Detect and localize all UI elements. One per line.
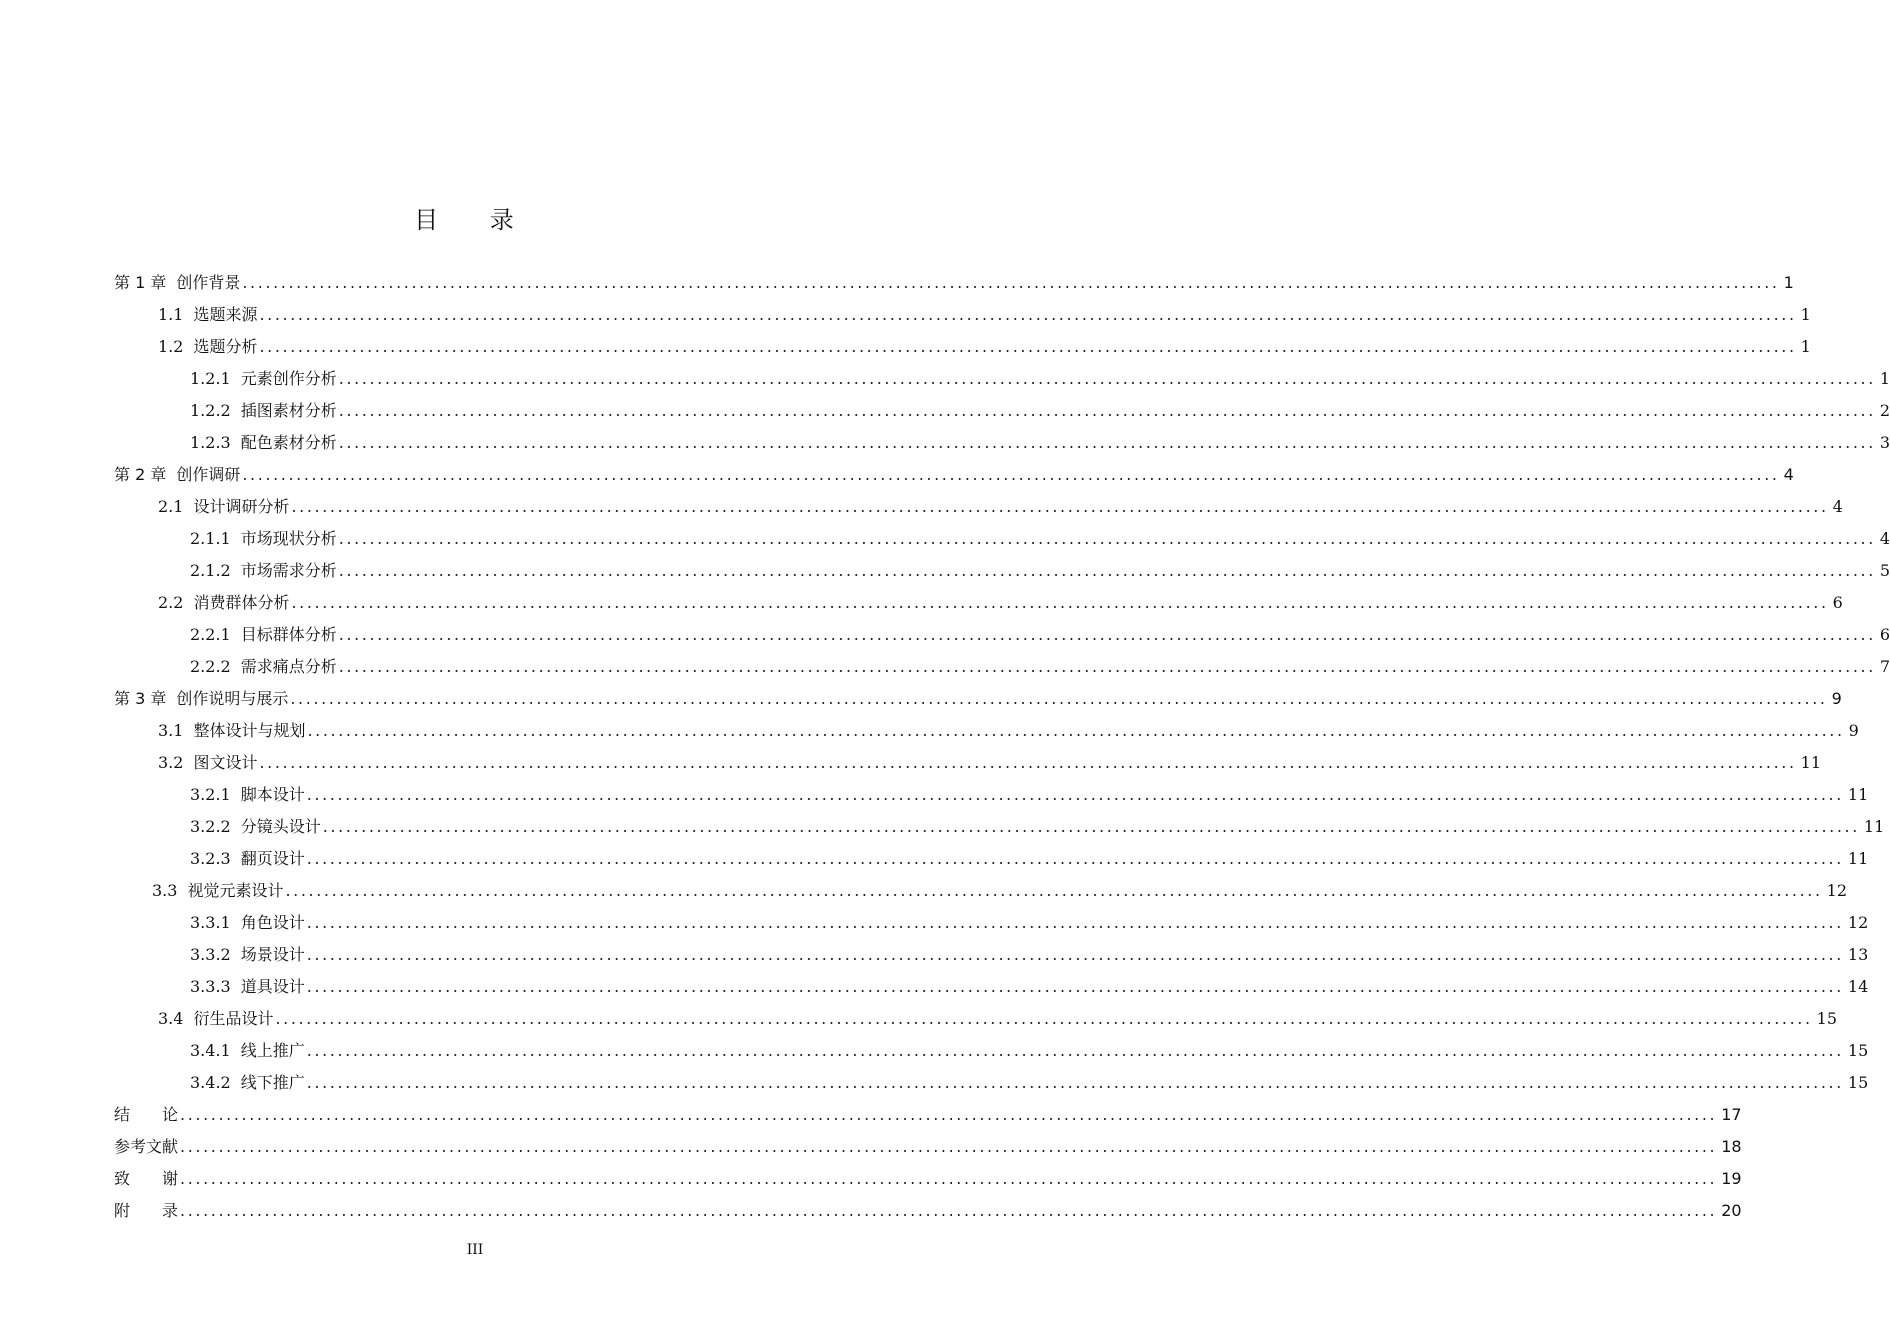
toc-entry-page: 5 <box>1879 561 1890 580</box>
toc-leader-dots: ........................................................................................................................................................................................................ <box>242 273 1780 292</box>
toc-entry-title: 选题分析 <box>193 337 258 356</box>
toc-entry[interactable] <box>114 491 1843 523</box>
toc-entry-title: 创作背景 <box>176 273 241 292</box>
toc-entry-page: 11 <box>1847 785 1869 804</box>
toc-entry-title: 附 录 <box>114 1201 179 1220</box>
toc-entry-number: 第 1 章 <box>114 273 167 292</box>
toc-leader-dots: ........................................................................................................................................................................................................ <box>306 1041 1844 1060</box>
toc-entry-page: 4 <box>1832 497 1843 516</box>
toc-entry[interactable] <box>114 1035 1869 1067</box>
toc-entry[interactable] <box>114 267 1794 299</box>
toc-entry-title: 结 论 <box>114 1105 179 1124</box>
toc-entry-page: 4 <box>1783 465 1794 484</box>
toc-entry-number: 1.2.1 <box>190 369 231 388</box>
toc-entry[interactable] <box>114 1163 1742 1195</box>
toc-entry-number: 1.2 <box>158 337 184 356</box>
toc-entry-title: 整体设计与规划 <box>193 721 306 740</box>
toc-entry[interactable] <box>114 523 1890 555</box>
toc-entry-page: 15 <box>1816 1009 1838 1028</box>
toc-entry[interactable] <box>114 299 1811 331</box>
toc-leader-dots: ........................................................................................................................................................................................................ <box>259 753 1797 772</box>
toc-entry-title: 选题来源 <box>193 305 258 324</box>
toc-entry-title: 参考文献 <box>114 1137 179 1156</box>
toc-entry-number: 2.1.2 <box>190 561 231 580</box>
toc-entry-page: 15 <box>1847 1073 1869 1092</box>
toc-entry-page: 17 <box>1721 1105 1742 1124</box>
toc-entry-title: 市场现状分析 <box>240 529 337 548</box>
toc-entry-number: 第 3 章 <box>114 689 167 708</box>
toc-entry-number: 3.3 <box>152 881 178 900</box>
toc-entry-title: 创作说明与展示 <box>176 689 289 708</box>
toc-leader-dots: ........................................................................................................................................................................................................ <box>322 817 1860 836</box>
toc-entry-page: 11 <box>1863 817 1885 836</box>
toc-entry-page: 18 <box>1721 1137 1742 1156</box>
toc-entry[interactable] <box>114 1067 1869 1099</box>
toc-entry[interactable] <box>114 683 1842 715</box>
toc-entry-title: 线下推广 <box>240 1073 305 1092</box>
toc-entry-number: 3.3.3 <box>190 977 231 996</box>
toc-entry-title: 线上推广 <box>240 1041 305 1060</box>
toc-entry-number: 3.1 <box>158 721 184 740</box>
page-number: III <box>466 1242 484 1258</box>
toc-entry[interactable] <box>114 395 1890 427</box>
table-of-contents <box>114 267 1890 1227</box>
toc-entry-number: 3.4.1 <box>190 1041 231 1060</box>
toc-entry-page: 1 <box>1783 273 1794 292</box>
toc-entry-number: 3.2.3 <box>190 849 231 868</box>
toc-leader-dots: ........................................................................................................................................................................................................ <box>180 1105 1718 1124</box>
toc-entry-page: 1 <box>1800 337 1811 356</box>
toc-entry-page: 4 <box>1879 529 1890 548</box>
toc-leader-dots: ........................................................................................................................................................................................................ <box>338 369 1876 388</box>
toc-entry-number: 2.1.1 <box>190 529 231 548</box>
toc-leader-dots: ........................................................................................................................................................................................................ <box>285 881 1823 900</box>
toc-entry[interactable] <box>114 779 1869 811</box>
toc-entry-number: 3.3.1 <box>190 913 231 932</box>
toc-entry[interactable] <box>114 619 1890 651</box>
toc-entry-title: 插图素材分析 <box>240 401 337 420</box>
toc-leader-dots: ........................................................................................................................................................................................................ <box>180 1169 1718 1188</box>
toc-entry-title: 致 谢 <box>114 1169 179 1188</box>
toc-entry[interactable] <box>114 1099 1742 1131</box>
toc-entry-page: 6 <box>1832 593 1843 612</box>
toc-entry[interactable] <box>114 363 1890 395</box>
toc-leader-dots: ........................................................................................................................................................................................................ <box>338 401 1876 420</box>
toc-entry-title: 视觉元素设计 <box>187 881 284 900</box>
toc-entry-number: 1.1 <box>158 305 184 324</box>
toc-entry-page: 7 <box>1879 657 1890 676</box>
toc-entry[interactable] <box>114 715 1859 747</box>
toc-entry[interactable] <box>114 427 1890 459</box>
toc-entry[interactable] <box>114 875 1848 907</box>
toc-entry-number: 2.2.2 <box>190 657 231 676</box>
toc-entry[interactable] <box>114 651 1890 683</box>
toc-entry-page: 20 <box>1721 1201 1742 1220</box>
toc-entry-title: 图文设计 <box>193 753 258 772</box>
toc-entry[interactable] <box>114 331 1811 363</box>
toc-entry[interactable] <box>114 907 1869 939</box>
toc-entry-title: 需求痛点分析 <box>240 657 337 676</box>
toc-entry[interactable] <box>114 747 1822 779</box>
toc-leader-dots: ........................................................................................................................................................................................................ <box>291 593 1829 612</box>
toc-entry-number: 3.2 <box>158 753 184 772</box>
toc-leader-dots: ........................................................................................................................................................................................................ <box>338 529 1876 548</box>
toc-entry[interactable] <box>114 1131 1742 1163</box>
toc-entry-number: 2.2.1 <box>190 625 231 644</box>
toc-leader-dots: ........................................................................................................................................................................................................ <box>180 1201 1718 1220</box>
toc-entry-number: 3.4 <box>158 1009 184 1028</box>
toc-entry-number: 2.2 <box>158 593 184 612</box>
toc-leader-dots: ........................................................................................................................................................................................................ <box>306 1073 1844 1092</box>
toc-entry-title: 道具设计 <box>240 977 305 996</box>
toc-entry-title: 分镜头设计 <box>240 817 321 836</box>
toc-leader-dots: ........................................................................................................................................................................................................ <box>291 497 1829 516</box>
toc-entry-page: 12 <box>1847 913 1869 932</box>
toc-entry[interactable] <box>114 1003 1838 1035</box>
toc-entry[interactable] <box>114 1195 1742 1227</box>
toc-entry-number: 第 2 章 <box>114 465 167 484</box>
toc-entry-title: 元素创作分析 <box>240 369 337 388</box>
toc-leader-dots: ........................................................................................................................................................................................................ <box>290 689 1828 708</box>
toc-leader-dots: ........................................................................................................................................................................................................ <box>242 465 1780 484</box>
toc-leader-dots: ........................................................................................................................................................................................................ <box>259 337 1797 356</box>
toc-entry-title: 衍生品设计 <box>193 1009 274 1028</box>
toc-entry-number: 2.1 <box>158 497 184 516</box>
toc-entry[interactable] <box>114 971 1869 1003</box>
toc-entry-title: 市场需求分析 <box>240 561 337 580</box>
toc-entry-page: 15 <box>1847 1041 1869 1060</box>
toc-entry-title: 设计调研分析 <box>193 497 290 516</box>
toc-entry-page: 11 <box>1800 753 1822 772</box>
toc-entry[interactable] <box>114 555 1890 587</box>
toc-entry-page: 3 <box>1879 433 1890 452</box>
toc-entry-number: 1.2.3 <box>190 433 231 452</box>
toc-entry[interactable] <box>114 587 1843 619</box>
toc-leader-dots: ........................................................................................................................................................................................................ <box>180 1137 1718 1156</box>
toc-leader-dots: ........................................................................................................................................................................................................ <box>338 657 1876 676</box>
toc-entry-page: 1 <box>1800 305 1811 324</box>
toc-entry-title: 创作调研 <box>176 465 241 484</box>
toc-leader-dots: ........................................................................................................................................................................................................ <box>306 977 1844 996</box>
toc-entry-number: 3.2.2 <box>190 817 231 836</box>
toc-entry-number: 1.2.2 <box>190 401 231 420</box>
toc-entry[interactable] <box>114 843 1869 875</box>
toc-entry-number: 3.4.2 <box>190 1073 231 1092</box>
toc-entry-page: 19 <box>1721 1169 1742 1188</box>
toc-entry-page: 12 <box>1826 881 1848 900</box>
toc-leader-dots: ........................................................................................................................................................................................................ <box>259 305 1797 324</box>
toc-entry-page: 9 <box>1831 689 1842 708</box>
toc-entry-number: 3.3.2 <box>190 945 231 964</box>
toc-leader-dots: ........................................................................................................................................................................................................ <box>338 561 1876 580</box>
toc-entry-title: 脚本设计 <box>240 785 305 804</box>
toc-entry-page: 6 <box>1879 625 1890 644</box>
toc-entry-page: 14 <box>1847 977 1869 996</box>
toc-entry-page: 9 <box>1848 721 1859 740</box>
toc-entry-title: 翻页设计 <box>240 849 305 868</box>
toc-entry-title: 角色设计 <box>240 913 305 932</box>
toc-entry[interactable] <box>114 459 1794 491</box>
toc-entry-page: 11 <box>1847 849 1869 868</box>
toc-leader-dots: ........................................................................................................................................................................................................ <box>306 785 1844 804</box>
toc-entry-title: 配色素材分析 <box>240 433 337 452</box>
toc-leader-dots: ........................................................................................................................................................................................................ <box>307 721 1845 740</box>
toc-entry-page: 1 <box>1879 369 1890 388</box>
toc-leader-dots: ........................................................................................................................................................................................................ <box>275 1009 1813 1028</box>
toc-entry-title: 目标群体分析 <box>240 625 337 644</box>
toc-leader-dots: ........................................................................................................................................................................................................ <box>306 849 1844 868</box>
toc-entry[interactable] <box>114 939 1869 971</box>
toc-entry-title: 消费群体分析 <box>193 593 290 612</box>
toc-entry-number: 3.2.1 <box>190 785 231 804</box>
toc-leader-dots: ........................................................................................................................................................................................................ <box>306 913 1844 932</box>
toc-entry-page: 2 <box>1879 401 1890 420</box>
toc-leader-dots: ........................................................................................................................................................................................................ <box>338 433 1876 452</box>
toc-entry-page: 13 <box>1847 945 1869 964</box>
toc-entry-title: 场景设计 <box>240 945 305 964</box>
toc-title: 目 录 <box>414 206 536 234</box>
toc-entry[interactable] <box>114 811 1885 843</box>
toc-leader-dots: ........................................................................................................................................................................................................ <box>338 625 1876 644</box>
toc-leader-dots: ........................................................................................................................................................................................................ <box>306 945 1844 964</box>
